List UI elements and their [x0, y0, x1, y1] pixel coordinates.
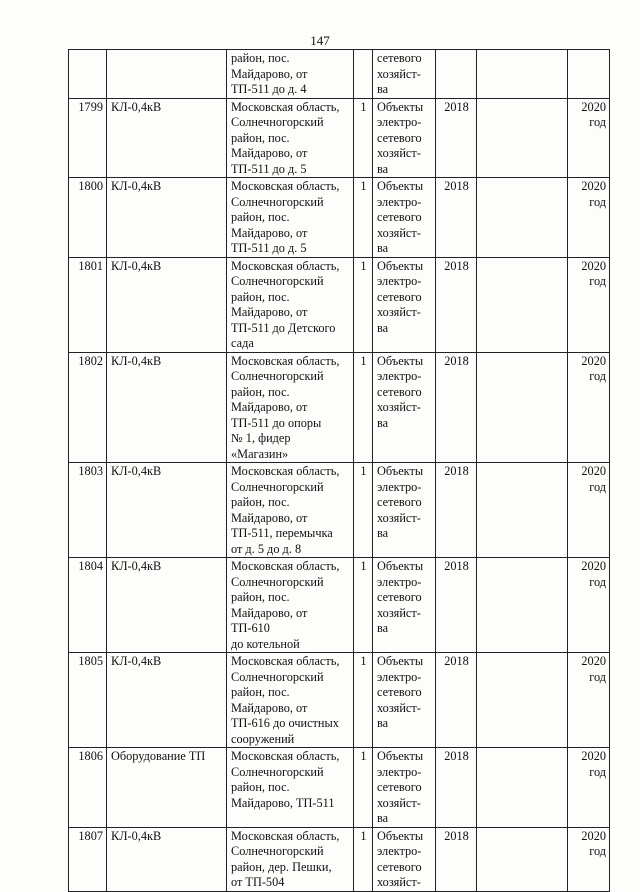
object-address: Московская область, Солнечногорский район, пос. Майдарово, от ТП-610 до котельной [227, 558, 354, 653]
object-name: КЛ-0,4кВ [107, 178, 227, 258]
row-number: 1801 [69, 257, 107, 352]
object-address: Московская область, Солнечногорский район, пос. Майдарово, от ТП-511 до д. 5 [227, 98, 354, 178]
object-year: 2018 [436, 352, 477, 463]
row-number: 1807 [69, 827, 107, 891]
empty-cell [477, 463, 568, 558]
row-number [69, 50, 107, 99]
object-category: Объекты электро- сетевого хозяйст- ва [373, 352, 436, 463]
empty-cell [477, 178, 568, 258]
object-term: 2020 год [568, 257, 610, 352]
table-row [69, 748, 610, 828]
object-quantity: 1 [354, 98, 373, 178]
row-number: 1802 [69, 352, 107, 463]
object-quantity: 1 [354, 653, 373, 748]
object-term: 2020 год [568, 463, 610, 558]
object-quantity: 1 [354, 257, 373, 352]
object-year: 2018 [436, 653, 477, 748]
table-row [69, 98, 610, 178]
object-name: КЛ-0,4кВ [107, 463, 227, 558]
table-row [69, 257, 610, 352]
empty-cell [477, 827, 568, 891]
empty-cell [477, 352, 568, 463]
table-body [69, 50, 610, 892]
object-term: 2020 год [568, 178, 610, 258]
table-row [69, 653, 610, 748]
object-quantity [354, 50, 373, 99]
object-term: 2020 год [568, 98, 610, 178]
object-name: КЛ-0,4кВ [107, 257, 227, 352]
object-address: Московская область, Солнечногорский район, пос. Майдарово, от ТП-511 до д. 5 [227, 178, 354, 258]
object-year [436, 50, 477, 99]
object-year: 2018 [436, 463, 477, 558]
table-row [69, 352, 610, 463]
object-address: Московская область, Солнечногорский район, пос. Майдарово, от ТП-511, перемычка от д. 5 до д. 8 [227, 463, 354, 558]
object-address: Московская область, Солнечногорский район, пос. Майдарово, от ТП-511 до Детского сада [227, 257, 354, 352]
empty-cell [477, 748, 568, 828]
table-row [69, 827, 610, 891]
object-address: район, пос. Майдарово, от ТП-511 до д. 4 [227, 50, 354, 99]
row-number: 1800 [69, 178, 107, 258]
object-term: 2020 год [568, 653, 610, 748]
row-number: 1799 [69, 98, 107, 178]
object-address: Московская область, Солнечногорский район, пос. Майдарово, от ТП-511 до опоры № 1, фидер «Магазин» [227, 352, 354, 463]
object-quantity: 1 [354, 178, 373, 258]
property-registry-table [68, 49, 610, 892]
object-quantity: 1 [354, 463, 373, 558]
object-term: 2020 год [568, 352, 610, 463]
object-name: КЛ-0,4кВ [107, 98, 227, 178]
table-row [69, 178, 610, 258]
object-year: 2018 [436, 558, 477, 653]
object-quantity: 1 [354, 558, 373, 653]
object-term: 2020 год [568, 558, 610, 653]
row-number: 1804 [69, 558, 107, 653]
object-name [107, 50, 227, 99]
object-category: Объекты электро- сетевого хозяйст- ва [373, 257, 436, 352]
empty-cell [477, 653, 568, 748]
object-term: 2020 год [568, 827, 610, 891]
empty-cell [477, 257, 568, 352]
object-category: Объекты электро- сетевого хозяйст- ва [373, 748, 436, 828]
object-year: 2018 [436, 748, 477, 828]
table-row [69, 50, 610, 99]
page-number: 147 [310, 33, 330, 48]
object-term: 2020 год [568, 748, 610, 828]
empty-cell [477, 558, 568, 653]
object-term [568, 50, 610, 99]
object-category: сетевого хозяйст- ва [373, 50, 436, 99]
row-number: 1806 [69, 748, 107, 828]
object-quantity: 1 [354, 827, 373, 891]
row-number: 1803 [69, 463, 107, 558]
row-number: 1805 [69, 653, 107, 748]
empty-cell [477, 98, 568, 178]
object-category: Объекты электро- сетевого хозяйст- [373, 827, 436, 891]
object-name: Оборудование ТП [107, 748, 227, 828]
object-name: КЛ-0,4кВ [107, 558, 227, 653]
object-address: Московская область, Солнечногорский район, пос. Майдарово, от ТП-616 до очистных сооружений [227, 653, 354, 748]
object-category: Объекты электро- сетевого хозяйст- ва [373, 463, 436, 558]
empty-cell [477, 50, 568, 99]
object-category: Объекты электро- сетевого хозяйст- ва [373, 178, 436, 258]
object-year: 2018 [436, 98, 477, 178]
object-quantity: 1 [354, 352, 373, 463]
object-address: Московская область, Солнечногорский район, дер. Пешки, от ТП-504 [227, 827, 354, 891]
object-category: Объекты электро- сетевого хозяйст- ва [373, 98, 436, 178]
object-name: КЛ-0,4кВ [107, 352, 227, 463]
object-year: 2018 [436, 178, 477, 258]
object-name: КЛ-0,4кВ [107, 827, 227, 891]
object-address: Московская область, Солнечногорский район, пос. Майдарово, ТП-511 [227, 748, 354, 828]
table-row [69, 463, 610, 558]
object-name: КЛ-0,4кВ [107, 653, 227, 748]
object-year: 2018 [436, 827, 477, 891]
object-category: Объекты электро- сетевого хозяйст- ва [373, 558, 436, 653]
object-quantity: 1 [354, 748, 373, 828]
table-row [69, 558, 610, 653]
object-year: 2018 [436, 257, 477, 352]
object-category: Объекты электро- сетевого хозяйст- ва [373, 653, 436, 748]
